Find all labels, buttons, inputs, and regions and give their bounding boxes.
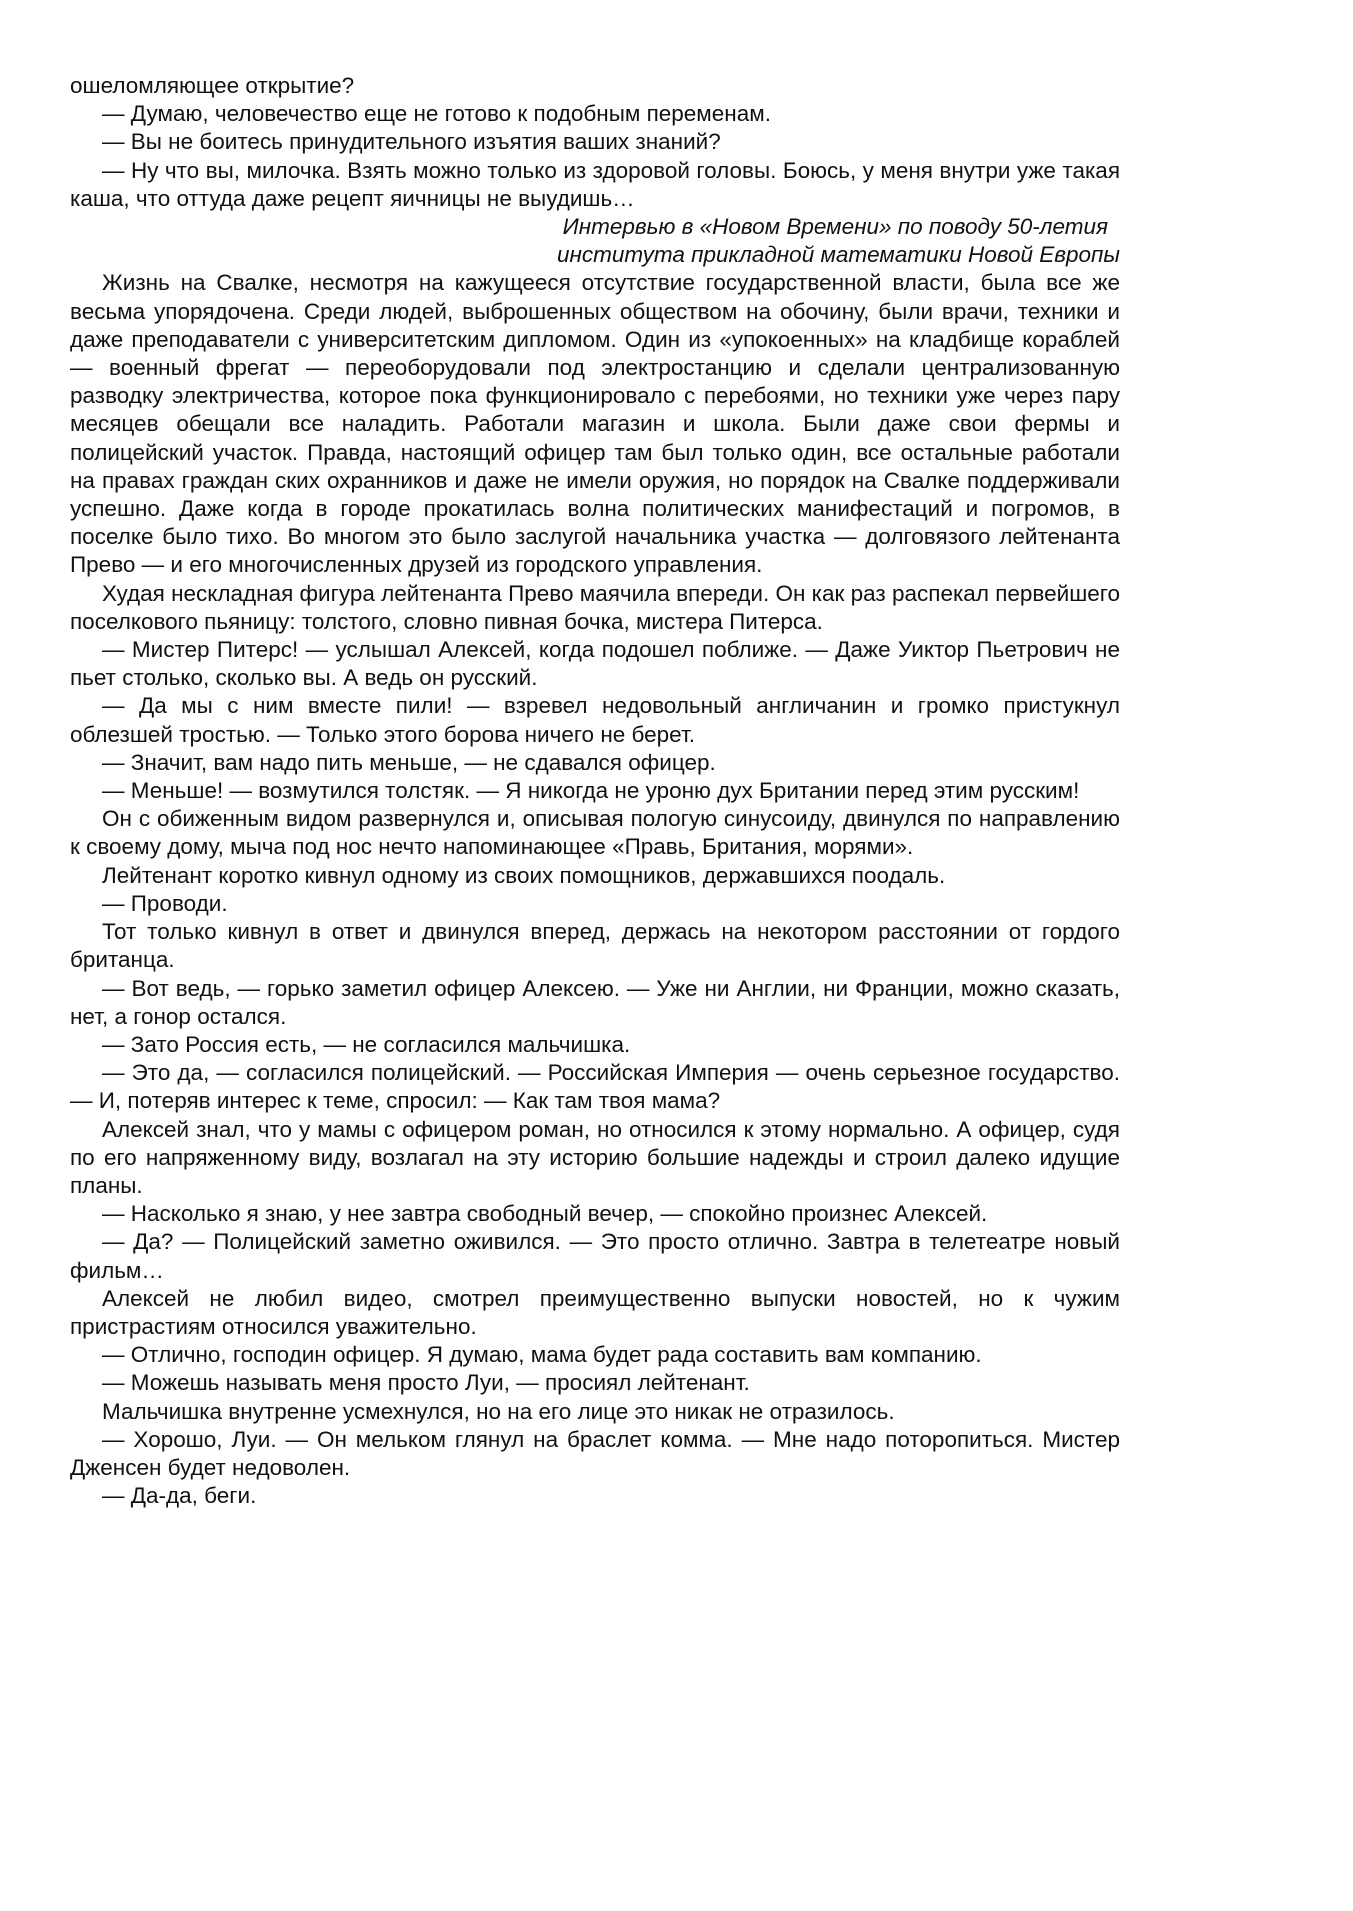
paragraph: Лейтенант коротко кивнул одному из своих помощников, державшихся поодаль. (102, 862, 946, 888)
paragraph: — Да-да, беги. (102, 1483, 257, 1509)
dialogue-line: — Ну что вы, милочка. Взять можно только из здоровой головы. Боюсь, у меня внутри уже такая каша, что оттуда даже рецепт яичницы не выудишь… (70, 157, 1120, 211)
paragraph: — Хорошо, Луи. — Он мельком глянул на браслет комма. — Мне надо поторопиться. Мистер Дженсен будет недоволен. (70, 1426, 1120, 1480)
paragraph: — Это да, — согласился полицейский. — Российская Империя — очень серьезное государство. — И, потеряв интерес к теме, спросил: — Как там твоя мама? (70, 1060, 1120, 1114)
paragraph: Алексей не любил видео, смотрел преимущественно выпуски новостей, но к чужим пристрастиям относился уважительно. (70, 1285, 1120, 1339)
paragraph: — Отлично, господин офицер. Я думаю, мама будет рада составить вам компанию. (102, 1342, 982, 1368)
paragraph: Худая нескладная фигура лейтенанта Прево маячила впереди. Он как раз распекал первейшего поселкового пьяницу: толстого, словно пивная бочка, мистера Питерса. (70, 580, 1120, 634)
paragraph: — Насколько я знаю, у нее завтра свободный вечер, — спокойно произнес Алексей. (102, 1201, 988, 1227)
epigraph-line: института прикладной математики Новой Европы (556, 242, 1120, 268)
epigraph-line: Интервью в «Новом Времени» по поводу 50-летия (562, 214, 1108, 240)
paragraph: Алексей знал, что у мамы с офицером роман, но относился к этому нормально. А офицер, судя по его напряженному виду, возлагал на эту историю большие надежды и строил далеко идущие планы. (70, 1116, 1120, 1198)
paragraph: Тот только кивнул в ответ и двинулся вперед, держась на некотором расстоянии от гордого британца. (70, 919, 1120, 973)
text-line: ошеломляющее открытие? (70, 73, 355, 98)
epigraph-source (70, 213, 1120, 269)
dialogue-line: — Вы не боитесь принудительного изъятия ваших знаний? (102, 129, 721, 155)
paragraph: — Вот ведь, — горько заметил офицер Алексею. — Уже ни Англии, ни Франции, можно сказать, нет, а гонор остался. (70, 975, 1120, 1029)
paragraph: Жизнь на Свалке, несмотря на кажущееся отсутствие государственной власти, была все же весьма упорядочена. Среди людей, выброшенных обществом на обочину, были врачи, техники и даже преподаватели с университетским дипломом. Один из «упокоенных» на кладбище кораблей — военный фрегат — переоборудовали под электростанцию и сделали централизованную разводку электричества, которое пока функционировало с перебоями, но техники уже через пару месяцев обещали все наладить. Работали магазин и школа. Были даже свои фермы и полицейский участок. Правда, настоящий офицер там был только один, все остальные работали на правах граждан ских охранников и даже не имели оружия, но порядок на Свалке поддерживали успешно. Даже когда в городе прокатилась волна политических манифестаций и погромов, в поселке было тихо. Во многом это было заслугой начальника участка — долговязого лейтенанта Прево — и его многочисленных друзей из городского управления. (70, 270, 1120, 578)
dialogue-line: — Думаю, человечество еще не готово к подобным переменам. (102, 101, 771, 127)
paragraph: — Проводи. (102, 890, 228, 916)
paragraph: — Да? — Полицейский заметно оживился. — Это просто отлично. Завтра в телетеатре новый фильм… (70, 1229, 1120, 1283)
paragraph: — Зато Россия есть, — не согласился мальчишка. (102, 1031, 631, 1057)
paragraph: — Меньше! — возмутился толстяк. — Я никогда не уроню дух Британии перед этим русским! (102, 778, 1080, 804)
paragraph: Он с обиженным видом развернулся и, описывая пологую синусоиду, двинулся по направлению к своему дому, мыча под нос нечто напоминающее «Правь, Британия, морями». (70, 806, 1120, 860)
paragraph: — Значит, вам надо пить меньше, — не сдавался офицер. (102, 749, 716, 775)
paragraph: — Да мы с ним вместе пили! — взревел недовольный англичанин и громко пристукнул облезшей тростью. — Только этого борова ничего не берет. (70, 693, 1120, 747)
paragraph: — Можешь называть меня просто Луи, — просиял лейтенант. (102, 1370, 750, 1396)
paragraph: — Мистер Питерс! — услышал Алексей, когда подошел поближе. — Даже Уиктор Пьетрович не пьет столько, сколько вы. А ведь он русский. (70, 637, 1120, 691)
document-page (70, 72, 1120, 1510)
paragraph: Мальчишка внутренне усмехнулся, но на его лице это никак не отразилось. (102, 1398, 895, 1424)
